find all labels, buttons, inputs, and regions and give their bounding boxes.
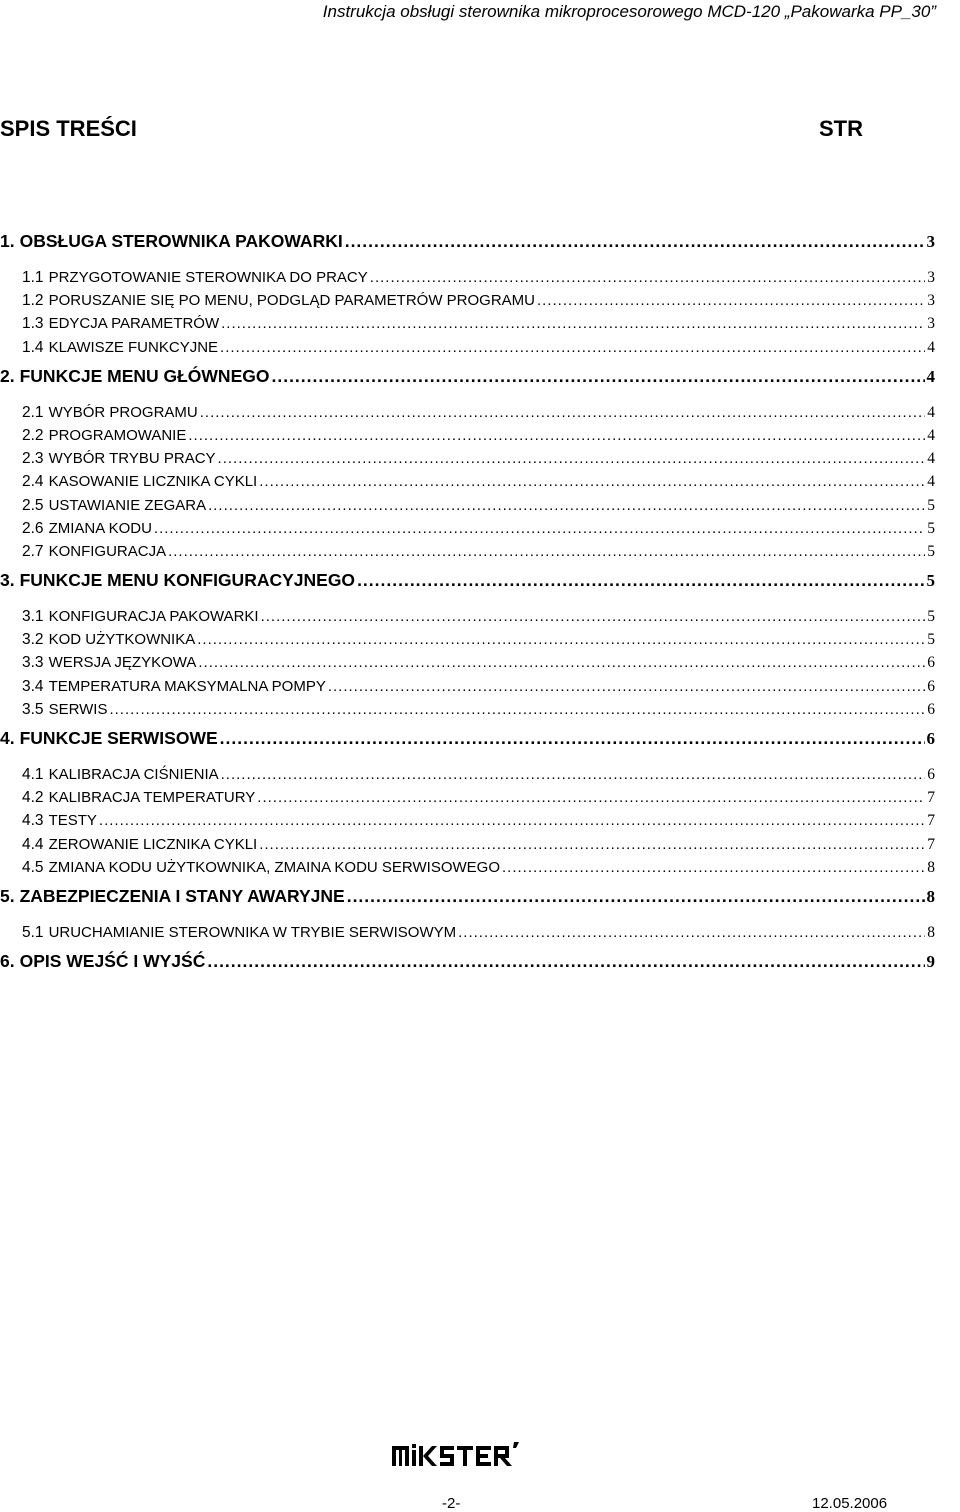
toc-entry-page: 8 — [926, 886, 935, 906]
toc-leader-dots — [221, 312, 925, 335]
toc-entry-number: 2.7 — [22, 542, 44, 560]
toc-entry-label: TEMPERATURA MAKSYMALNA POMPY — [48, 677, 326, 695]
toc-entry-number: 1.2 — [22, 292, 44, 310]
toc-entry-label: WYBÓR TRYBU PRACY — [48, 450, 216, 468]
toc-entry-number: 4.4 — [22, 835, 44, 853]
toc-entry-label: URUCHAMIANIE STEROWNIKA W TRYBIE SERWISOWYM — [48, 923, 457, 941]
toc-entry-title — [22, 698, 107, 721]
toc-entry-label: KALIBRACJA TEMPERATURY — [48, 789, 256, 807]
toc-entry-number: 3.1 — [22, 608, 44, 626]
toc-entry-label: OPIS WEJŚĆ I WYJŚĆ — [19, 951, 206, 972]
toc-entry-page: 3 — [927, 292, 935, 310]
toc-entry-page: 5 — [927, 631, 935, 649]
toc-entry-number: 1.1 — [22, 269, 44, 286]
toc-section-entry[interactable] — [0, 809, 935, 832]
mikster-logo — [392, 1440, 540, 1468]
toc-section-entry[interactable] — [0, 856, 935, 879]
toc-section-entry[interactable] — [0, 424, 935, 447]
toc-entry-title — [0, 883, 345, 909]
toc-entry-title — [0, 567, 355, 593]
toc-entry-label: KASOWANIE LICZNIKA CYKLI — [48, 473, 258, 491]
toc-entry-page: 7 — [927, 812, 935, 830]
toc-chapter-entry[interactable] — [0, 563, 935, 605]
toc-entry-title — [22, 605, 259, 628]
toc-entry-page: 4 — [927, 426, 935, 444]
toc-section-entry[interactable] — [0, 401, 935, 424]
toc-title: SPIS TREŚCI — [0, 116, 137, 141]
toc-leader-dots — [207, 948, 924, 974]
toc-entry-label: ZABEZPIECZENIA I STANY AWARYJNE — [19, 885, 345, 906]
toc-entry-page: 4 — [927, 338, 935, 356]
toc-leader-dots — [154, 517, 925, 540]
toc-leader-dots — [221, 763, 926, 786]
toc-leader-dots — [370, 266, 925, 289]
toc-entry-number: 2.3 — [22, 450, 44, 468]
toc-entry-label: KALIBRACJA CIŚNIENIA — [48, 766, 219, 783]
toc-entry-title — [22, 763, 219, 786]
toc-entry-page: 6 — [926, 729, 935, 748]
document-header: Instrukcja obsługi sterownika mikroprocesorowego MCD-120 „Pakowarka PP_30” — [322, 2, 936, 21]
toc-chapter-entry[interactable] — [0, 224, 935, 266]
toc-entry-page: 4 — [927, 473, 935, 491]
toc-entry-page: 4 — [926, 366, 935, 386]
toc-section-entry[interactable] — [0, 675, 935, 698]
toc-entry-label: KOD UŻYTKOWNIKA — [48, 631, 196, 649]
toc-entry-page: 6 — [927, 700, 935, 718]
toc-entry-label: ZEROWANIE LICZNIKA CYKLI — [48, 835, 258, 853]
toc-section-entry[interactable] — [0, 921, 935, 944]
toc-entry-title — [22, 401, 198, 424]
toc-leader-dots — [109, 698, 925, 721]
toc-entry-title — [22, 424, 186, 447]
toc-entry-title — [22, 336, 218, 359]
toc-section-entry[interactable] — [0, 517, 935, 540]
toc-section-entry[interactable] — [0, 494, 935, 517]
toc-entry-page: 5 — [927, 542, 935, 560]
toc-section-entry[interactable] — [0, 763, 935, 786]
toc-entry-number: 1. — [0, 231, 15, 251]
toc-entry-number: 4.5 — [22, 858, 44, 876]
footer-date: 12.05.2006 — [812, 1495, 888, 1512]
toc-section-entry[interactable] — [0, 628, 935, 651]
toc-entry-label: FUNKCJE MENU GŁÓWNEGO — [19, 365, 270, 386]
toc-entry-page: 6 — [927, 677, 935, 695]
toc-entry-number: 1.3 — [22, 315, 44, 333]
toc-section-entry[interactable] — [0, 651, 935, 674]
toc-entry-label: TESTY — [48, 812, 97, 830]
toc-entry-label: USTAWIANIE ZEGARA — [48, 496, 207, 514]
toc-section-entry[interactable] — [0, 266, 935, 289]
toc-entry-label: FUNKCJE MENU KONFIGURACYJNEGO — [19, 570, 356, 591]
toc-entry-label: EDYCJA PARAMETRÓW — [48, 315, 220, 333]
toc-entry-page: 4 — [927, 450, 935, 468]
toc-chapter-entry[interactable] — [0, 721, 935, 763]
toc-entry-page: 6 — [927, 766, 935, 783]
toc-entry-title — [0, 363, 269, 389]
table-of-contents — [0, 224, 935, 986]
toc-entry-page: 5 — [926, 571, 935, 591]
toc-entry-number: 3.5 — [22, 700, 44, 718]
toc-leader-dots — [218, 447, 926, 470]
toc-section-entry[interactable] — [0, 540, 935, 563]
toc-entry-label: KLAWISZE FUNKCYJNE — [48, 338, 219, 356]
toc-leader-dots — [257, 786, 925, 809]
toc-entry-title — [22, 786, 255, 809]
toc-entry-title — [22, 628, 195, 651]
toc-section-entry[interactable] — [0, 786, 935, 809]
toc-entry-page: 3 — [927, 315, 935, 333]
toc-entry-title — [22, 289, 535, 312]
toc-entry-number: 5. — [0, 885, 15, 906]
toc-leader-dots — [168, 540, 925, 563]
toc-leader-dots — [259, 833, 925, 856]
toc-section-entry[interactable] — [0, 605, 935, 628]
toc-section-entry[interactable] — [0, 447, 935, 470]
toc-entry-number: 4.2 — [22, 789, 44, 807]
toc-entry-number: 2.6 — [22, 519, 44, 537]
toc-entry-page: 5 — [927, 496, 935, 514]
footer-page-number: -2- — [442, 1495, 461, 1512]
toc-leader-dots — [328, 675, 925, 698]
toc-page-column-label: STR — [819, 116, 863, 141]
toc-entry-title — [22, 651, 196, 674]
toc-leader-dots — [261, 605, 926, 628]
toc-leader-dots — [345, 228, 925, 254]
toc-entry-title — [22, 494, 206, 517]
toc-entry-title — [0, 948, 205, 974]
toc-entry-title — [22, 833, 257, 856]
toc-entry-title — [22, 266, 368, 289]
toc-entry-label: WERSJA JĘZYKOWA — [48, 654, 197, 672]
toc-entry-title — [22, 921, 456, 944]
toc-entry-number: 2.1 — [22, 403, 44, 421]
toc-entry-title — [22, 809, 97, 832]
toc-section-entry[interactable] — [0, 470, 935, 493]
toc-leader-dots — [200, 401, 926, 424]
toc-entry-number: 3. — [0, 570, 15, 591]
toc-entry-label: PRZYGOTOWANIE STEROWNIKA DO PRACY — [48, 269, 368, 286]
toc-leader-dots — [259, 470, 925, 493]
toc-entry-number: 4. — [0, 728, 15, 748]
toc-entry-page: 7 — [927, 789, 935, 807]
toc-entry-number: 4.3 — [22, 812, 44, 830]
toc-entry-number: 2.2 — [22, 426, 44, 444]
toc-entry-label: KONFIGURACJA PAKOWARKI — [48, 608, 259, 626]
toc-entry-number: 4.1 — [22, 766, 44, 783]
toc-entry-label: PORUSZANIE SIĘ PO MENU, PODGLĄD PARAMETRÓW PROGRAMU — [48, 292, 536, 310]
toc-section-entry[interactable] — [0, 336, 935, 359]
toc-entry-label: PROGRAMOWANIE — [48, 426, 187, 444]
toc-entry-number: 3.2 — [22, 631, 44, 649]
toc-leader-dots — [271, 363, 924, 389]
toc-entry-label: ZMIANA KODU UŻYTKOWNIKA, ZMAINA KODU SERWISOWEGO — [48, 858, 500, 876]
toc-entry-number: 1.4 — [22, 338, 44, 356]
toc-leader-dots — [458, 921, 925, 944]
toc-leader-dots — [197, 628, 925, 651]
toc-entry-page: 5 — [927, 519, 935, 537]
toc-entry-label: SERWIS — [48, 700, 108, 718]
toc-entry-title — [22, 856, 500, 879]
toc-leader-dots — [188, 424, 925, 447]
toc-entry-page: 9 — [926, 952, 935, 972]
toc-entry-page: 6 — [927, 654, 935, 672]
toc-entry-page: 7 — [927, 835, 935, 853]
toc-entry-label: WYBÓR PROGRAMU — [48, 403, 198, 421]
toc-entry-page: 3 — [927, 269, 935, 286]
toc-entry-title — [22, 675, 326, 698]
toc-entry-number: 2.4 — [22, 473, 44, 491]
toc-section-entry[interactable] — [0, 312, 935, 335]
toc-entry-number: 3.4 — [22, 677, 44, 695]
toc-entry-number: 3.3 — [22, 654, 44, 672]
toc-chapter-entry[interactable] — [0, 944, 935, 986]
toc-chapter-entry[interactable] — [0, 879, 935, 921]
toc-entry-page: 3 — [926, 232, 935, 251]
toc-entry-label: KONFIGURACJA — [48, 542, 167, 560]
toc-entry-title — [22, 312, 219, 335]
toc-leader-dots — [99, 809, 925, 832]
toc-entry-title — [22, 540, 166, 563]
toc-leader-dots — [198, 651, 925, 674]
toc-entry-title — [0, 725, 218, 751]
toc-chapter-entry[interactable] — [0, 359, 935, 401]
toc-entry-number: 2. — [0, 365, 15, 386]
toc-entry-label: ZMIANA KODU — [48, 519, 152, 537]
toc-leader-dots — [220, 336, 925, 359]
toc-section-entry[interactable] — [0, 698, 935, 721]
toc-leader-dots — [347, 883, 925, 909]
toc-entry-number: 6. — [0, 951, 15, 972]
toc-leader-dots — [502, 856, 925, 879]
toc-entry-title — [22, 447, 216, 470]
toc-entry-page: 8 — [927, 923, 935, 941]
toc-entry-number: 5.1 — [22, 923, 44, 941]
toc-entry-number: 2.5 — [22, 496, 44, 514]
toc-section-entry[interactable] — [0, 833, 935, 856]
toc-entry-title — [22, 470, 257, 493]
toc-entry-title — [0, 228, 343, 254]
toc-section-entry[interactable] — [0, 289, 935, 312]
toc-leader-dots — [357, 567, 924, 593]
toc-entry-page: 4 — [927, 403, 935, 421]
toc-entry-title — [22, 517, 152, 540]
toc-entry-label: FUNKCJE SERWISOWE — [19, 728, 218, 748]
toc-leader-dots — [220, 725, 925, 751]
toc-entry-label: OBSŁUGA STEROWNIKA PAKOWARKI — [19, 231, 343, 251]
toc-entry-page: 8 — [927, 858, 935, 876]
toc-leader-dots — [208, 494, 925, 517]
toc-leader-dots — [537, 289, 925, 312]
toc-entry-page: 5 — [927, 608, 935, 626]
